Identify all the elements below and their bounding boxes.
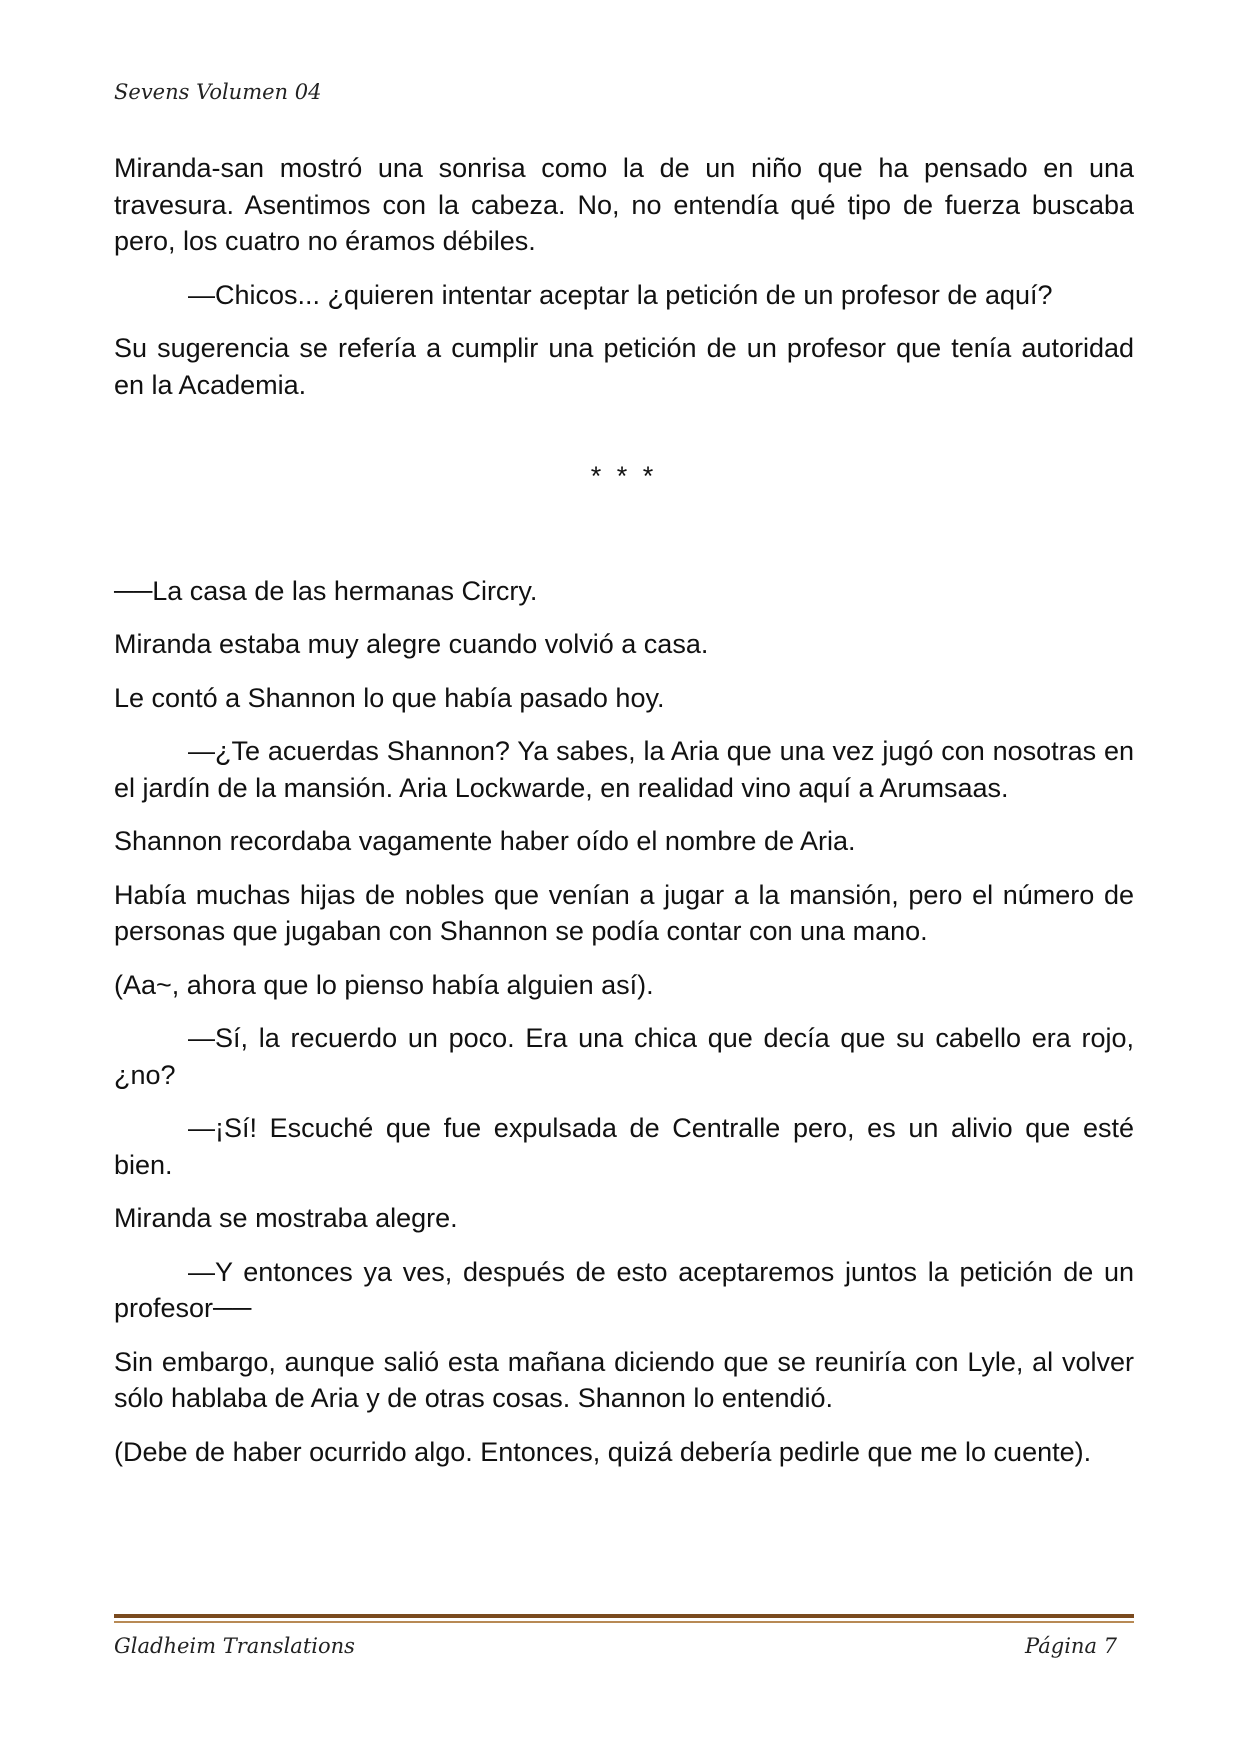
paragraph: Miranda se mostraba alegre. [114,1203,458,1233]
page-header: Sevens Volumen 04 [114,80,322,104]
dialog-paragraph: —Y entonces ya ves, después de esto aceptaremos juntos la petición de un profesor── [114,1256,1134,1323]
dialog-paragraph: —¡Sí! Escuché que fue expulsada de Centralle pero, es un alivio que esté bien. [114,1113,1134,1180]
paragraph: Su sugerencia se refería a cumplir una petición de un profesor que tenía autoridad en la Academia. [114,333,1134,400]
paragraph: Miranda estaba muy alegre cuando volvió a casa. [114,629,709,659]
paragraph: Shannon recordaba vagamente haber oído el nombre de Aria. [114,826,856,856]
paragraph: (Aa~, ahora que lo pienso había alguien así). [114,969,654,1000]
dialog-paragraph: —Sí, la recuerdo un poco. Era una chica que decía que su cabello era rojo, ¿no? [114,1023,1134,1090]
dialog-paragraph: —Chicos... ¿quieren intentar aceptar la petición de un profesor de aquí? [188,279,1053,310]
paragraph: Había muchas hijas de nobles que venían a jugar a la mansión, pero el número de personas que jugaban con Shannon se podía contar con una mano. [114,879,1134,946]
paragraph: Miranda-san mostró una sonrisa como la de un niño que ha pensado en una travesura. Asentimos con la cabeza. No, no entendía qué tipo de fuerza buscaba pero, los cuatro no éramos débiles. [114,153,1134,256]
paragraph: (Debe de haber ocurrido algo. Entonces, quizá debería pedirle que me lo cuente). [114,1436,1092,1467]
paragraph: Le contó a Shannon lo que había pasado hoy. [114,682,665,713]
dialog-paragraph: —¿Te acuerdas Shannon? Ya sabes, la Aria que una vez jugó con nosotras en el jardín de la mansión. Aria Lockwarde, en realidad vino aquí a Arumsaas. [114,736,1134,803]
paragraph: ──La casa de las hermanas Circry. [114,575,538,606]
footer-rule [114,1614,1134,1618]
document-body [114,150,1134,1487]
page-number: Página 7 [1025,1634,1117,1658]
footer-rule-thin [114,1621,1134,1623]
paragraph: Sin embargo, aunque salió esta mañana diciendo que se reuniría con Lyle, al volver sólo hablaba de Aria y de otras cosas. Shannon lo entendió. [114,1346,1134,1413]
footer-credit: Gladheim Translations [114,1634,355,1658]
scene-separator: * * * [590,461,658,491]
